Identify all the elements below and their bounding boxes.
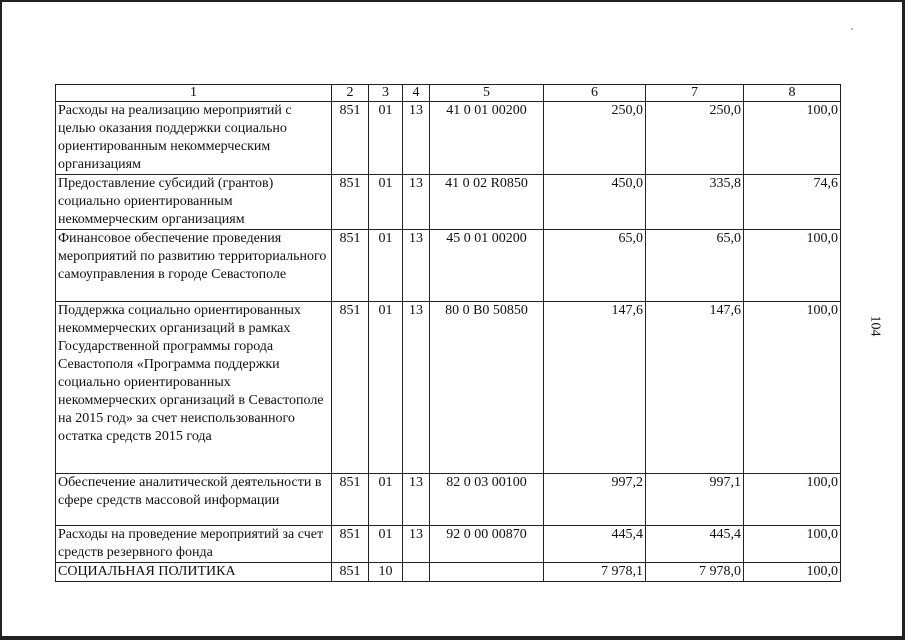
row-code-2: 851: [332, 526, 369, 563]
table-row: [56, 175, 841, 230]
row-name: Обеспечение аналитической деятельности в сфере средств массовой информации: [56, 474, 332, 526]
table-body: [56, 102, 841, 582]
header-col-5: 5: [430, 85, 544, 102]
row-value-7: 250,0: [646, 102, 744, 175]
row-value-6: 997,2: [544, 474, 646, 526]
header-col-1: 1: [56, 85, 332, 102]
row-name: Финансовое обеспечение проведения мероприятий по развитию территориального самоуправления в городе Севастополе: [56, 230, 332, 302]
header-col-4: 4: [403, 85, 430, 102]
row-value-7: 147,6: [646, 302, 744, 474]
table-header: [56, 85, 841, 102]
row-code-2: 851: [332, 302, 369, 474]
row-value-6: 445,4: [544, 526, 646, 563]
row-value-7: 7 978,0: [646, 563, 744, 582]
row-value-8: 100,0: [744, 474, 841, 526]
table-row: [56, 474, 841, 526]
row-code-3: 01: [369, 230, 403, 302]
budget-table: [55, 84, 841, 582]
row-code-5: [430, 563, 544, 582]
page-border-top: [0, 0, 905, 2]
row-code-4: 13: [403, 526, 430, 563]
row-code-3: 01: [369, 175, 403, 230]
row-code-4: 13: [403, 302, 430, 474]
row-value-6: 147,6: [544, 302, 646, 474]
row-value-6: 450,0: [544, 175, 646, 230]
page-number: 104: [867, 315, 883, 337]
row-code-3: 01: [369, 474, 403, 526]
row-code-3: 01: [369, 526, 403, 563]
row-code-3: 10: [369, 563, 403, 582]
row-value-7: 65,0: [646, 230, 744, 302]
table-row: [56, 102, 841, 175]
row-code-2: 851: [332, 474, 369, 526]
row-code-5: 41 0 01 00200: [430, 102, 544, 175]
row-value-8: 100,0: [744, 526, 841, 563]
header-col-2: 2: [332, 85, 369, 102]
table-row: [56, 302, 841, 474]
row-code-4: 13: [403, 102, 430, 175]
row-name: Расходы на проведение мероприятий за счет средств резервного фонда: [56, 526, 332, 563]
row-code-5: 80 0 В0 50850: [430, 302, 544, 474]
row-code-2: 851: [332, 563, 369, 582]
row-value-8: 100,0: [744, 102, 841, 175]
table-row-section-total: [56, 563, 841, 582]
row-code-3: 01: [369, 102, 403, 175]
row-value-8: 100,0: [744, 230, 841, 302]
header-col-3: 3: [369, 85, 403, 102]
row-code-5: 45 0 01 00200: [430, 230, 544, 302]
page-border-left: [0, 0, 2, 640]
row-code-5: 82 0 03 00100: [430, 474, 544, 526]
page-border-bottom: [0, 636, 905, 640]
header-col-8: 8: [744, 85, 841, 102]
row-value-7: 997,1: [646, 474, 744, 526]
header-row: [56, 85, 841, 102]
row-value-8: 74,6: [744, 175, 841, 230]
row-code-2: 851: [332, 175, 369, 230]
scan-speck: [851, 28, 853, 30]
row-code-4: 13: [403, 474, 430, 526]
row-code-4: 13: [403, 175, 430, 230]
row-value-6: 250,0: [544, 102, 646, 175]
row-code-2: 851: [332, 102, 369, 175]
row-value-8: 100,0: [744, 302, 841, 474]
row-value-7: 445,4: [646, 526, 744, 563]
header-col-6: 6: [544, 85, 646, 102]
row-value-7: 335,8: [646, 175, 744, 230]
row-code-5: 41 0 02 R0850: [430, 175, 544, 230]
row-code-4: [403, 563, 430, 582]
row-name: Поддержка социально ориентированных некоммерческих организаций в рамках Государственной программы города Севастополя «Программа поддержки социально ориентированных некоммерческих организаций в Севастополе на 2015 год» за счет неиспользованного остатка средств 2015 года: [56, 302, 332, 474]
row-value-8: 100,0: [744, 563, 841, 582]
row-value-6: 65,0: [544, 230, 646, 302]
row-code-3: 01: [369, 302, 403, 474]
row-name: Расходы на реализацию мероприятий с целью оказания поддержки социально ориентированным некоммерческим организациям: [56, 102, 332, 175]
row-value-6: 7 978,1: [544, 563, 646, 582]
table-row: [56, 230, 841, 302]
header-col-7: 7: [646, 85, 744, 102]
row-code-4: 13: [403, 230, 430, 302]
row-name: Предоставление субсидий (грантов) социально ориентированным некоммерческим организациям: [56, 175, 332, 230]
row-code-2: 851: [332, 230, 369, 302]
row-code-5: 92 0 00 00870: [430, 526, 544, 563]
row-name: СОЦИАЛЬНАЯ ПОЛИТИКА: [56, 563, 332, 582]
table-row: [56, 526, 841, 563]
